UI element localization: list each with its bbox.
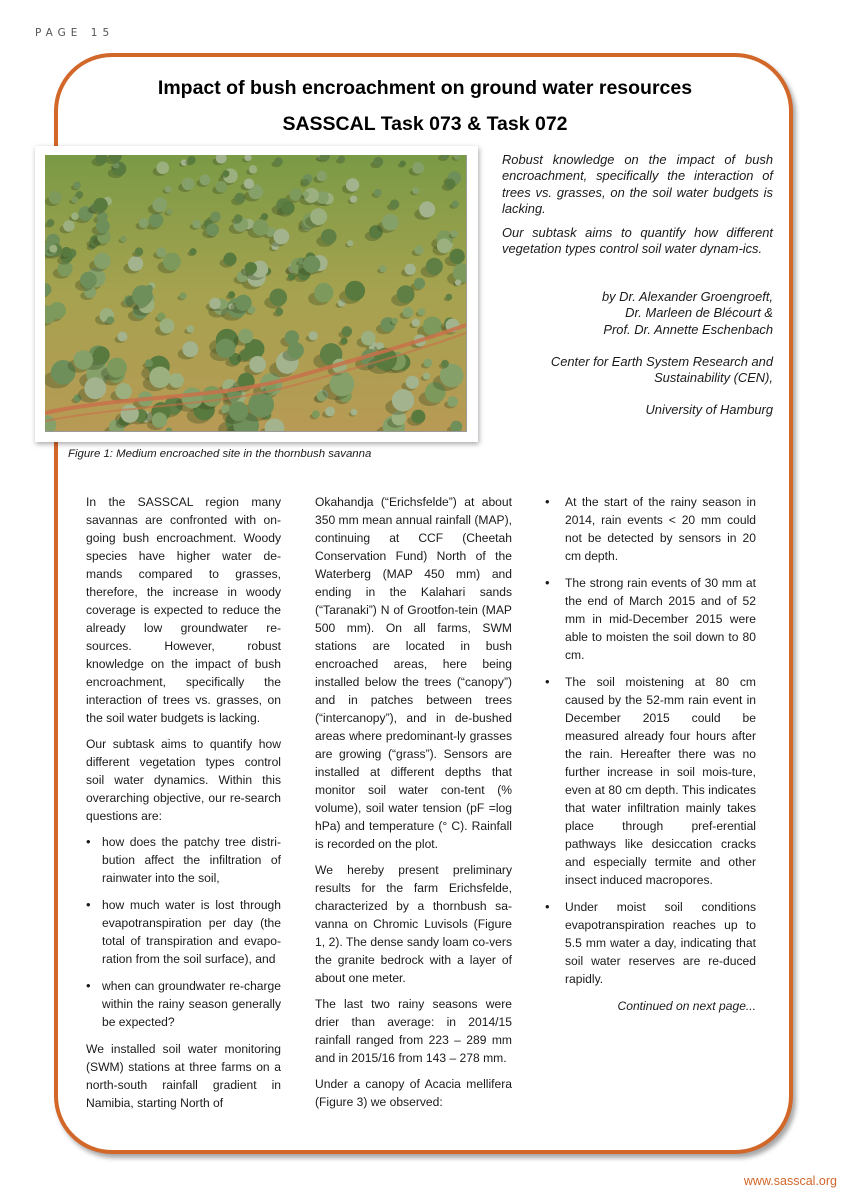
body-paragraph: Under a canopy of Acacia mellifera (Figure 3) we observed: [315, 1077, 512, 1109]
intro-summary [502, 152, 773, 266]
list-item: • Under moist soil conditions evapotranspiration reaches up to 5.5 mm water a day, indicating that soil water reserves are re-duced rapidly. [565, 898, 756, 988]
intro-paragraph: Our subtask aims to quantify how different vegetation types control soil water dynam-ics. [502, 225, 773, 257]
author-line: Dr. Marleen de Blécourt & [625, 305, 773, 321]
figure-caption: Figure 1: Medium encroached site in the thornbush savanna [68, 448, 372, 460]
savanna-photo [45, 155, 467, 432]
body-paragraph: In the SASSCAL region many savannas are confronted with on-going bush encroachment. Woody species have higher water de-mands compared to grasses, therefore, the increase in woody coverage is expected to reduce the already low groundwater re-sources. However, robust knowledge on the impact of bush encroachment, specifically the interaction of trees vs. grasses, on the soil water budgets is lacking. [86, 495, 281, 725]
intro-paragraph: Robust knowledge on the impact of bush encroachment, specifically the interaction of trees vs. grasses, on the soil water budgets is lacking. [502, 152, 773, 216]
page-number: PAGE 15 [35, 27, 115, 39]
body-paragraph: Okahandja (“Erichsfelde”) at about 350 mm mean annual rainfall (MAP), continuing at CCF (Cheetah Conservation Fund) North of the Waterberg (MAP 450 mm) and ending in the Kalahari sands (“Taranaki”) N of Grootfon-tein (MAP 500 mm). On all farms, SWM stations are located in bush encroached areas, here being installed below the trees (“canopy”) and in patches between trees (“intercanopy”), and in de-bushed areas where predominant-ly grasses are growing (“grass”). Sensors are installed at different depths that monitor soil water con-tent (% volume), soil water tension (pF =log hPa) and temperature (° C). Rainfall is recorded on the plot. [315, 495, 512, 851]
author-line: by Dr. Alexander Groengroeft, [601, 289, 773, 304]
website-link[interactable]: www.sasscal.org [743, 1174, 837, 1188]
author-line: Prof. Dr. Annette Eschenbach [603, 321, 773, 337]
continued-note: Continued on next page... [617, 999, 756, 1013]
figure-1 [35, 146, 478, 442]
list-item: • The soil moistening at 80 cm caused by the 52-mm rain event in December 2015 could be measured already four hours after the rain. Hereafter there was no further increase in soil mois-ture, even at 80 cm depth. This indicates that water infiltration mainly takes place through pref-erential pathways like desiccation cracks and especially termite and other insect induced macropores. [565, 673, 756, 889]
savanna-photo-graphic [45, 155, 466, 431]
list-item: • how does the patchy tree distri-bution affect the infiltration of rainwater into the soil, [86, 833, 281, 887]
body-paragraph: Our subtask aims to quantify how different vegetation types control soil water dynamics. Within this overarching objective, our re-search questions are: [86, 737, 281, 823]
author-block [500, 289, 773, 419]
body-paragraph: We installed soil water monitoring (SWM) stations at three farms on a north-south rainfall gradient in Namibia, starting North of [86, 1042, 281, 1110]
article-subtitle: SASSCAL Task 073 & Task 072 [282, 113, 568, 135]
list-item: • The strong rain events of 30 mm at the end of March 2015 and of 52 mm in mid-December 2015 were able to moisten the soil down to 80 cm. [565, 574, 756, 664]
observations-list [565, 493, 756, 988]
list-item: • how much water is lost through evapotranspiration per day (the total of transpiration and evapo-ration from the soil surface), and [86, 896, 281, 968]
research-questions-list [86, 833, 281, 1031]
list-item: • At the start of the rainy season in 2014, rain events < 20 mm could not be detected by sensors in 20 cm depth. [565, 493, 756, 565]
body-paragraph: The last two rainy seasons were drier than average: in 2014/15 rainfall ranged from 223 – 289 mm and in 2015/16 from 143 – 278 mm. [315, 997, 512, 1065]
text-column-3 [565, 493, 756, 1015]
text-column-2 [315, 493, 512, 1119]
list-item: • when can groundwater re-charge within the rainy season generally be expected? [86, 977, 281, 1031]
article-title: Impact of bush encroachment on ground water resources [157, 77, 693, 99]
body-paragraph: We hereby present preliminary results for the farm Erichsfelde, characterized by a thornbush sa-vanna on Chromic Luvisols (Figure 1, 2). The dense sandy loam co-vers the granite bedrock with a layer of about one meter. [315, 863, 512, 985]
university-line: University of Hamburg [645, 402, 773, 418]
affiliation-line: Center for Earth System Research and [550, 353, 773, 369]
affiliation-line: Sustainability (CEN), [654, 370, 773, 386]
text-column-1 [86, 493, 281, 1120]
